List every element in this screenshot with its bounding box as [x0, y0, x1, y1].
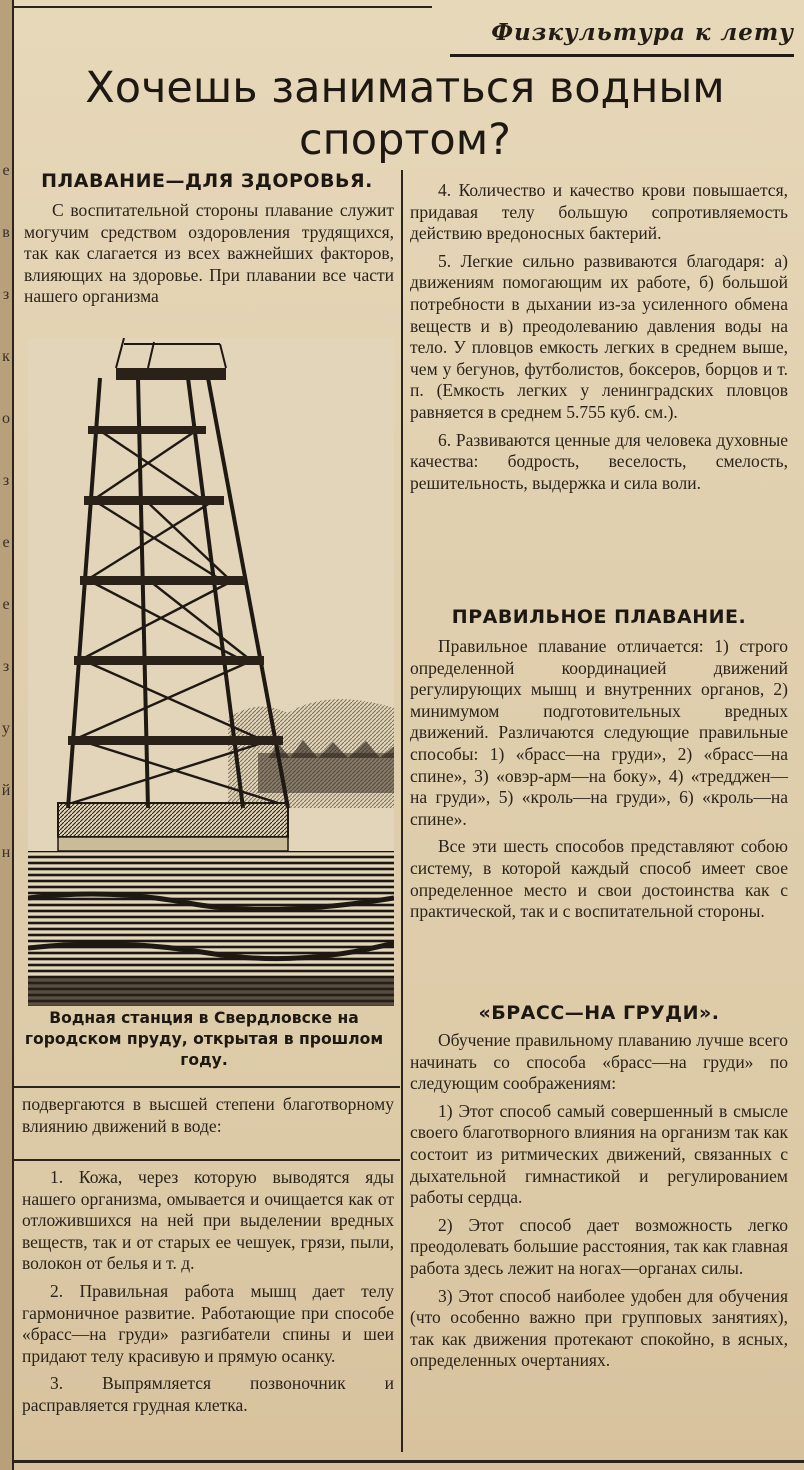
correct-swimming-paragraph: Правильное плавание отличается: 1) строго определенной координацией движений регулирующих мышц и внутренних органов, 2) минимумом подготовительных вредных движений. Различаются следующие правильные способы: 1) «брасс—на груди», 2) «брасс—на спине», 3) «овэр-арм—на боку», 4) «тредджен—на груди», 5) «кроль—на груди», 6) «кроль—на спине».	[410, 636, 788, 829]
left-intro	[24, 200, 394, 314]
margin-letter: е	[2, 162, 10, 179]
left-heading: ПЛАВАНИЕ—ДЛЯ ЗДОРОВЬЯ.	[41, 170, 373, 192]
intro-paragraph: С воспитательной стороны плавание служит могучим средством оздоровления трудящихся, так как слагается из всех важнейших факторов, влияющих на здоровье. При плавании все части нашего организма	[24, 200, 394, 307]
margin-fragment-letters	[0, 140, 12, 884]
reason-item: 1) Этот способ самый совершенный в смысле своего благотворного влияния на организм так как состоит из ритмических движений, связанных с дыхательной гимнастикой и регулированием работы сердца.	[410, 1100, 788, 1208]
water-station-photo	[28, 338, 394, 1006]
system-paragraph: Все эти шесть способов представляют собою систему, в которой каждый способ имеет свое определенное место и свои достоинства как с практической, так и с воспитательной стороны.	[410, 836, 788, 922]
article-title: Хочешь заниматься водным спортом?	[85, 63, 725, 165]
list-item: 1. Кожа, через которую выводятся яды нашего организма, омывается и очищается как от отложившихся на ней при выделении вредных веществ, так и от старых ее чешуек, грязи, пыли, волокон от белья и т. д.	[22, 1167, 394, 1274]
list-item: 2. Правильная работа мышц дает телу гармоничное развитие. Работающие при способе «брасс—на груди» разгибатели спины и шеи придают телу красивую и прямую осанку.	[22, 1280, 394, 1366]
margin-letter: з	[2, 472, 10, 489]
margin-letter: е	[2, 534, 10, 551]
continued-paragraph: подвергаются в высшей степени благотворному влиянию движений в воде:	[22, 1094, 394, 1136]
left-items	[22, 1167, 394, 1423]
left-continued	[22, 1094, 394, 1143]
margin-letter: к	[2, 348, 10, 365]
margin-letter: з	[2, 658, 10, 675]
margin-letter: й	[1, 782, 11, 799]
list-item: 6. Развиваются ценные для человека духовные качества: бодрость, веселость, смелость, решительность, выдержка и сила воли.	[410, 429, 788, 493]
right-correct-swimming	[410, 636, 788, 929]
margin-letter: е	[2, 596, 10, 613]
right-items	[410, 180, 788, 500]
margin-letter: у	[2, 720, 10, 737]
section-label: Физкультура к лету	[450, 16, 794, 57]
list-item: 3. Выпрямляется позвоночник и расправляется грудная клетка.	[22, 1373, 394, 1415]
margin-letter: о	[2, 410, 10, 427]
top-rule	[12, 6, 432, 8]
reason-item: 2) Этот способ дает возможность легко преодолевать большие расстояния, так как главная работа здесь лежит на ногах—органах силы.	[410, 1214, 788, 1278]
list-item: 4. Количество и качество крови повышается, придавая телу большую сопротивляемость действию вредоносных бактерий.	[410, 180, 788, 244]
right-heading-correct-swimming: ПРАВИЛЬНОЕ ПЛАВАНИЕ.	[451, 606, 747, 628]
photo-caption: Водная станция в Свердловске на городском пруду, открытая в прошлом году.	[24, 1009, 384, 1069]
bottom-rule	[12, 1460, 804, 1463]
list-item: 5. Легкие сильно развиваются благодаря: а) движениям помогающим их работе, б) большой потребности в дыхании из-за усиленного обмена веществ и в) преодолеванию давления воды на тело. У пловцов емкость легких в среднем выше, чем у бегунов, футболистов, боксеров, борцов и т. п. (Емкость легких у ленинградских пловцов равняется в среднем 5.755 куб. см.).	[410, 250, 788, 422]
margin-letter: з	[2, 286, 10, 303]
diving-tower-illustration	[28, 338, 394, 1006]
reason-item: 3) Этот способ наиболее удобен для обучения (что особенно важно при групповых занятиях), так как движения протекают спокойно, в ясных, определенных очертаниях.	[410, 1285, 788, 1371]
margin-letter: н	[1, 844, 11, 861]
breaststroke-intro: Обучение правильному плаванию лучше всего начинать со способа «брасс—на груди» по следующим соображениям:	[410, 1030, 788, 1094]
right-breaststroke	[410, 1030, 788, 1378]
caption-rule	[14, 1086, 400, 1088]
margin-letter: в	[2, 224, 10, 241]
right-heading-breaststroke: «БРАСС—НА ГРУДИ».	[478, 1002, 720, 1024]
box-rule	[14, 1159, 400, 1161]
column-divider	[401, 170, 403, 1452]
